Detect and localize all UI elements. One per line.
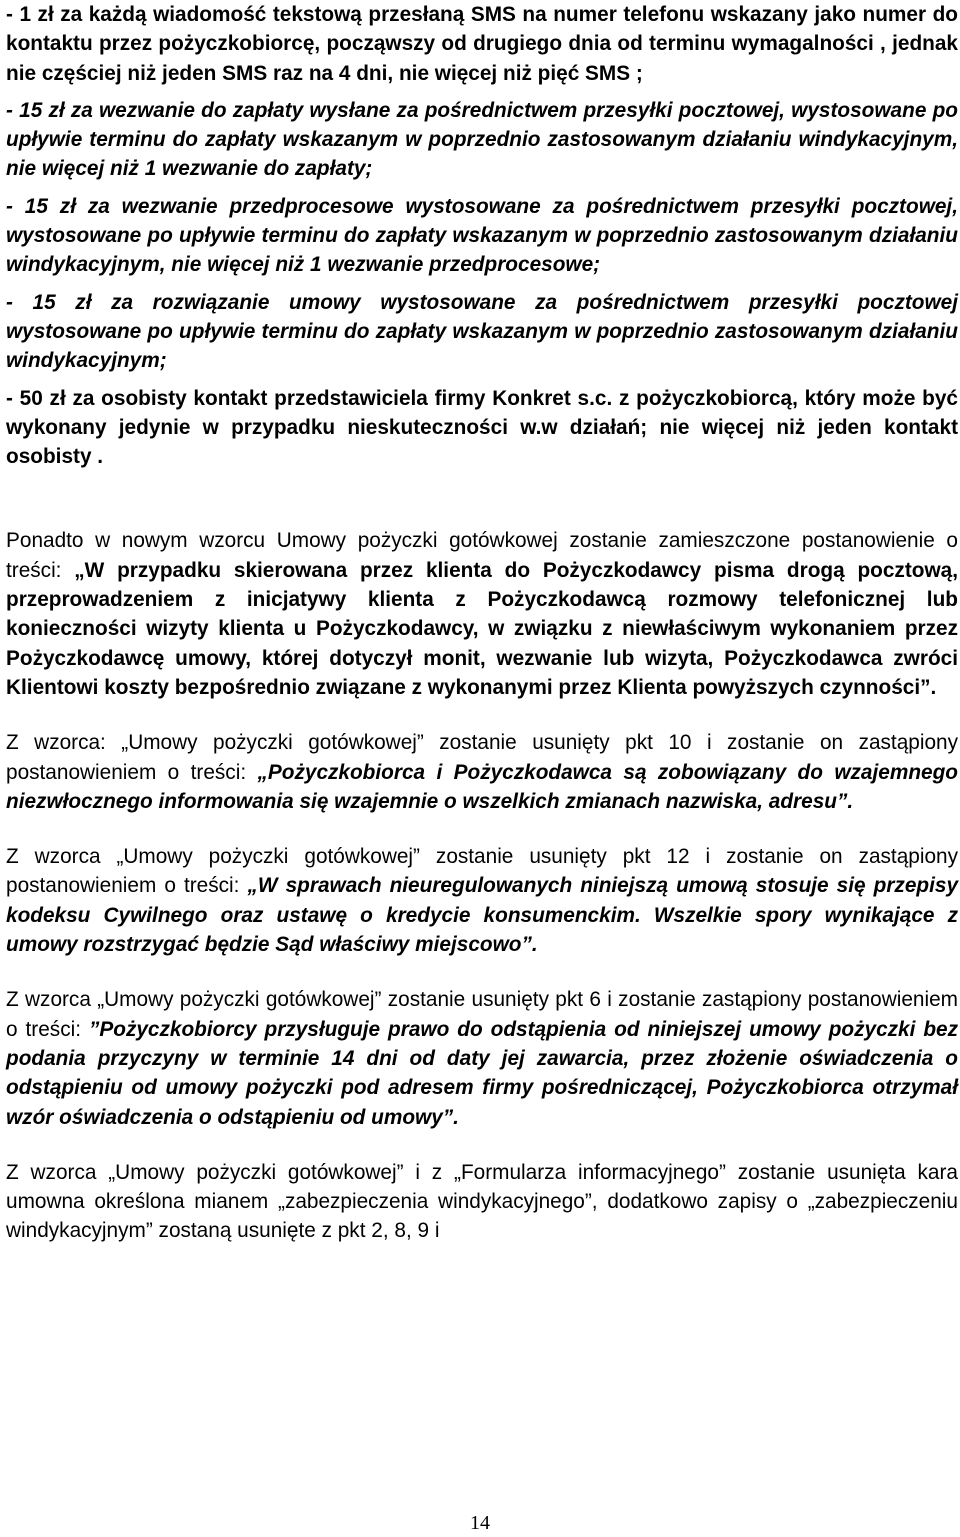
pkt10-quote: „Pożyczkobiorca i Pożyczkodawca są zobowiązany do wzajemnego niezwłocznego informowania się wzajemnie o wszelkich zmianach nazwiska, adresu”. (6, 760, 959, 813)
fee-termination-item: - 15 zł za rozwiązanie umowy wystosowane za pośrednictwem przesyłki pocztowej wystosowane po upływie terminu do zapłaty wskazanym w poprzednio zastosowanym działaniu windykacyjnym; (6, 290, 958, 373)
paragraph-pkt6 (6, 985, 958, 1131)
fee-pre-litigation-item: - 15 zł za wezwanie przedprocesowe wystosowane za pośrednictwem przesyłki pocztowej, wystosowane po upływie terminu do zapłaty wskazanym w poprzednio zastosowanym działaniu windykacyjnym, nie więcej niż 1 wezwanie przedprocesowe; (6, 194, 958, 277)
paragraph-penalty-removal: Z wzorca „Umowy pożyczki gotówkowej” i z „Formularza informacyjnego” zostanie usunięta kara umowna określona mianem „zabezpieczenia windykacyjnego”, dodatkowo zapisy o „zabezpieczeniu windykacyjnym” zostaną usunięte z pkt 2, 8, 9 i (6, 1160, 958, 1243)
paragraph-pkt12 (6, 842, 958, 959)
new-provision-intro: Ponadto w nowym wzorcu Umowy pożyczki gotówkowej zostanie zamieszczone postanowienie o treści: (6, 529, 958, 582)
pkt12-intro: Z wzorca „Umowy pożyczki gotówkowej” zostanie usunięty pkt 12 i zostanie on zastąpiony postanowieniem o treści: (6, 845, 958, 898)
fee-personal-contact-item (6, 384, 958, 472)
pkt12-quote: „W sprawach nieuregulowanych niniejszą umową stosuje się przepisy kodeksu Cywilnego oraz ustawę o kredycie konsumenckim. Wszelkie spory wynikające z umowy rozstrzygać będzie Sąd właściwy miejscowo”. (6, 874, 959, 957)
paragraph-new-provision (6, 526, 958, 702)
page-number: 14 (470, 1512, 490, 1534)
pkt10-intro: Z wzorca: „Umowy pożyczki gotówkowej” zostanie usunięty pkt 10 i zostanie on zastąpiony postanowieniem o treści: (6, 731, 958, 784)
pkt6-quote: ”Pożyczkobiorcy przysługuje prawo do odstąpienia od niniejszej umowy pożyczki bez podania przyczyny w terminie 14 dni od daty jej zawarcia, przez złożenie oświadczenia o odstąpieniu od umowy pożyczki pod adresem firmy pośredniczącej, Pożyczkobiorca otrzymał wzór oświadczenia o odstąpieniu od umowy”. (6, 1017, 959, 1129)
fee-personal-contact-text: - 50 zł za osobisty kontakt przedstawiciela firmy Konkret s.c. z pożyczkobiorcą, który może być wykonany jedynie w przypadku nieskuteczności w.w działań; nie więcej niż jeden kontakt osobisty . (6, 386, 958, 469)
fee-sms-item: - 1 zł za każdą wiadomość tekstową przesłaną SMS na numer telefonu wskazany jako numer do kontaktu przez pożyczkobiorcę, począwszy od drugiego dnia od terminu wymagalności , jednak nie częściej niż jeden SMS raz na 4 dni, nie więcej niż pięć SMS ; (6, 3, 958, 85)
pkt6-intro: Z wzorca „Umowy pożyczki gotówkowej” zostanie usunięty pkt 6 i zostanie zastąpiony postanowieniem o treści: (6, 988, 958, 1041)
paragraph-pkt10 (6, 728, 958, 816)
fee-payment-demand-item: - 15 zł za wezwanie do zapłaty wysłane za pośrednictwem przesyłki pocztowej, wystosowane po upływie terminu do zapłaty wskazanym w poprzednio zastosowanym działaniu windykacyjnym, nie więcej niż 1 wezwanie do zapłaty; (6, 98, 958, 181)
new-provision-quote: „W przypadku skierowana przez klienta do Pożyczkodawcy pisma drogą pocztową, przeprowadzeniem z inicjatywy klienta z Pożyczkodawcą rozmowy telefonicznej lub konieczności wizyty klienta u Pożyczkodawcy, w związku z niewłaściwym wykonaniem przez Pożyczkodawcę umowy, której dotyczył monit, wezwanie lub wizyta, Pożyczkodawca zwróci Klientowi koszty bezpośrednio związane z wykonanymi przez Klienta powyższych czynności”. (6, 558, 958, 699)
